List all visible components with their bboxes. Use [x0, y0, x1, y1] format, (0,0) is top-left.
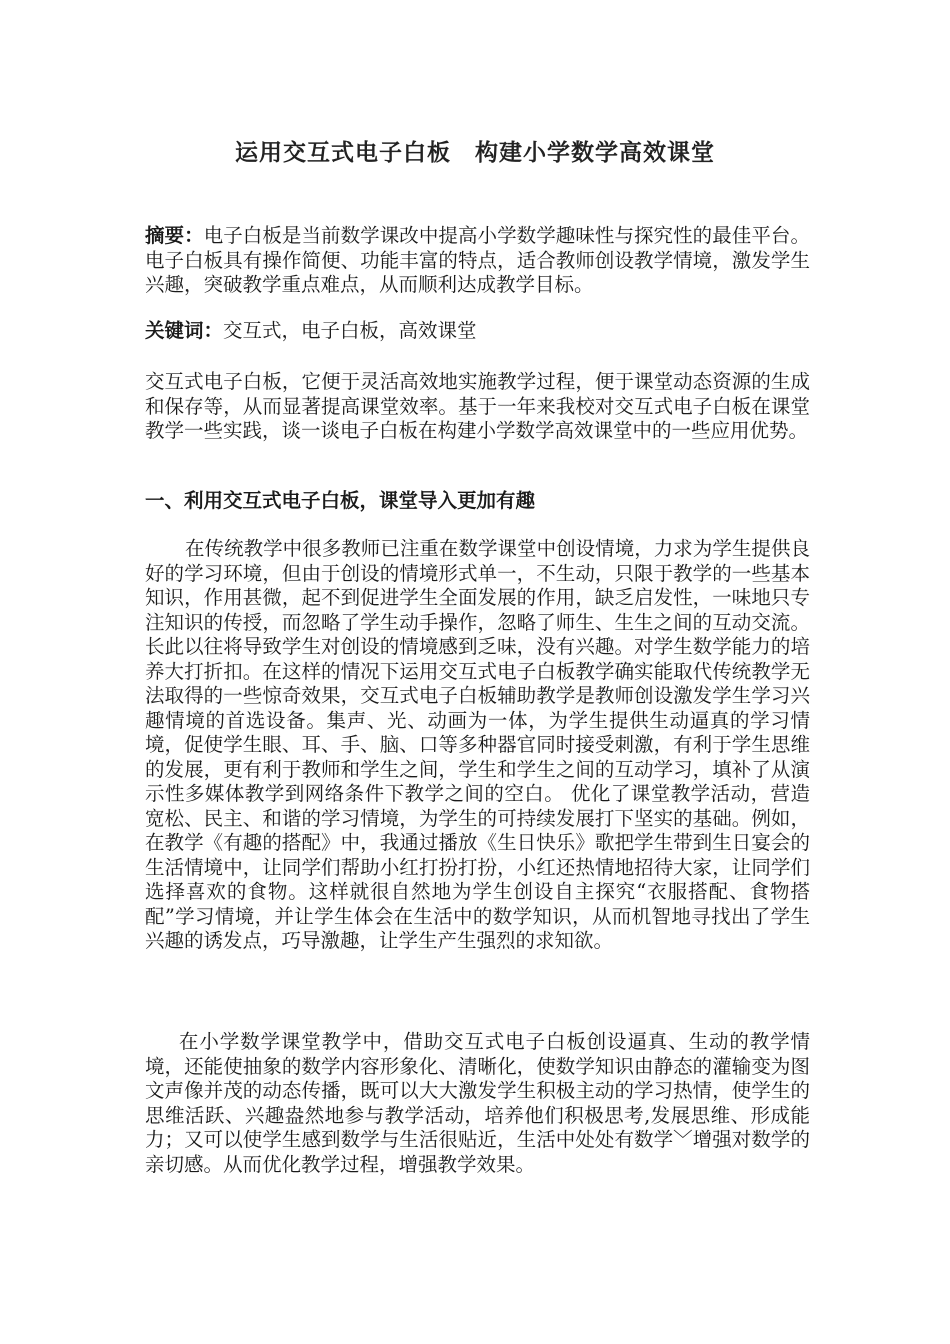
keywords-text: 交互式，电子白板，高效课堂 — [223, 319, 477, 342]
abstract-text: 电子白板是当前数学课改中提高小学数学趣味性与探究性的最佳平台。电子白板具有操作简便、功能丰富的特点，适合教师创设教学情境，激发学生兴趣，突破教学重点难点，从而顺利达成教学目标。 — [145, 224, 810, 296]
abstract-label: 摘要： — [145, 224, 204, 247]
keywords-label: 关键词： — [145, 319, 224, 342]
intro-paragraph: 交互式电子白板，它便于灵活高效地实施教学过程，便于课堂动态资源的生成和保存等，从而显著提高课堂效率。基于一年来我校对交互式电子白板在课堂教学一些实践，谈一谈电子白板在构建小学数学高效课堂中的一些应用优势。 — [145, 370, 810, 442]
page-title: 运用交互式电子白板 构建小学数学高效课堂 — [235, 140, 715, 166]
abstract-paragraph — [145, 224, 810, 298]
section-heading: 一、利用交互式电子白板，课堂导入更加有趣 — [145, 489, 536, 512]
body-paragraph: 在传统教学中很多教师已注重在数学课堂中创设情境，力求为学生提供良好的学习环境，但由于创设的情境形式单一，不生动，只限于教学的一些基本知识，作用甚微，起不到促进学生全面发展的作用，缺乏启发性，一味地只专注知识的传授，而忽略了学生动手操作，忽略了师生、生生之间的互动交流。长此以往将导致学生对创设的情境感到乏味，没有兴趣。对学生数学能力的培养大打折扣。在这样的情况下运用交互式电子白板教学确实能取代传统教学无法取得的一些惊奇效果，交互式电子白板辅助教学是教师创设激发学生学习兴趣情境的首选设备。集声、光、动画为一体，为学生提供生动逼真的学习情境，促使学生眼、耳、手、脑、口等多种器官同时接受刺激，有利于学生思维的发展，更有利于教师和学生之间，学生和学生之间的互动学习，填补了从演示性多媒体教学到网络条件下教学之间的空白。 优化了课堂教学活动，营造宽松、民主、和谐的学习情境，为学生的可持续发展打下坚实的基础。例如，在教学《有趣的搭配》中，我通过播放《生日快乐》歌把学生带到生日宴会的生活情境中，让同学们帮助小红打扮打扮，小红还热情地招待大家，让同学们选择喜欢的食物。这样就很自然地为学生创设自主探究“衣服搭配、食物搭配”学习情境，并让学生体会在生活中的数学知识，从而机智地寻找出了学生兴趣的诱发点，巧导激趣，让学生产生强烈的求知欲。 — [145, 537, 810, 952]
body-paragraph: 在小学数学课堂教学中，借助交互式电子白板创设逼真、生动的教学情境，还能使抽象的数学内容形象化、清晰化，使数学知识由静态的灌输变为图文声像并茂的动态传播，既可以大大激发学生积极主动的学习热情，使学生的思维活跃、兴趣盎然地参与教学活动，培养他们积极思考,发展思维、形成能力；又可以使学生感到数学与生活很贴近，生活中处处有数学﹀增强对数学的亲切感。从而优化教学过程，增强教学效果。 — [145, 1030, 810, 1176]
keywords-paragraph — [145, 319, 810, 344]
